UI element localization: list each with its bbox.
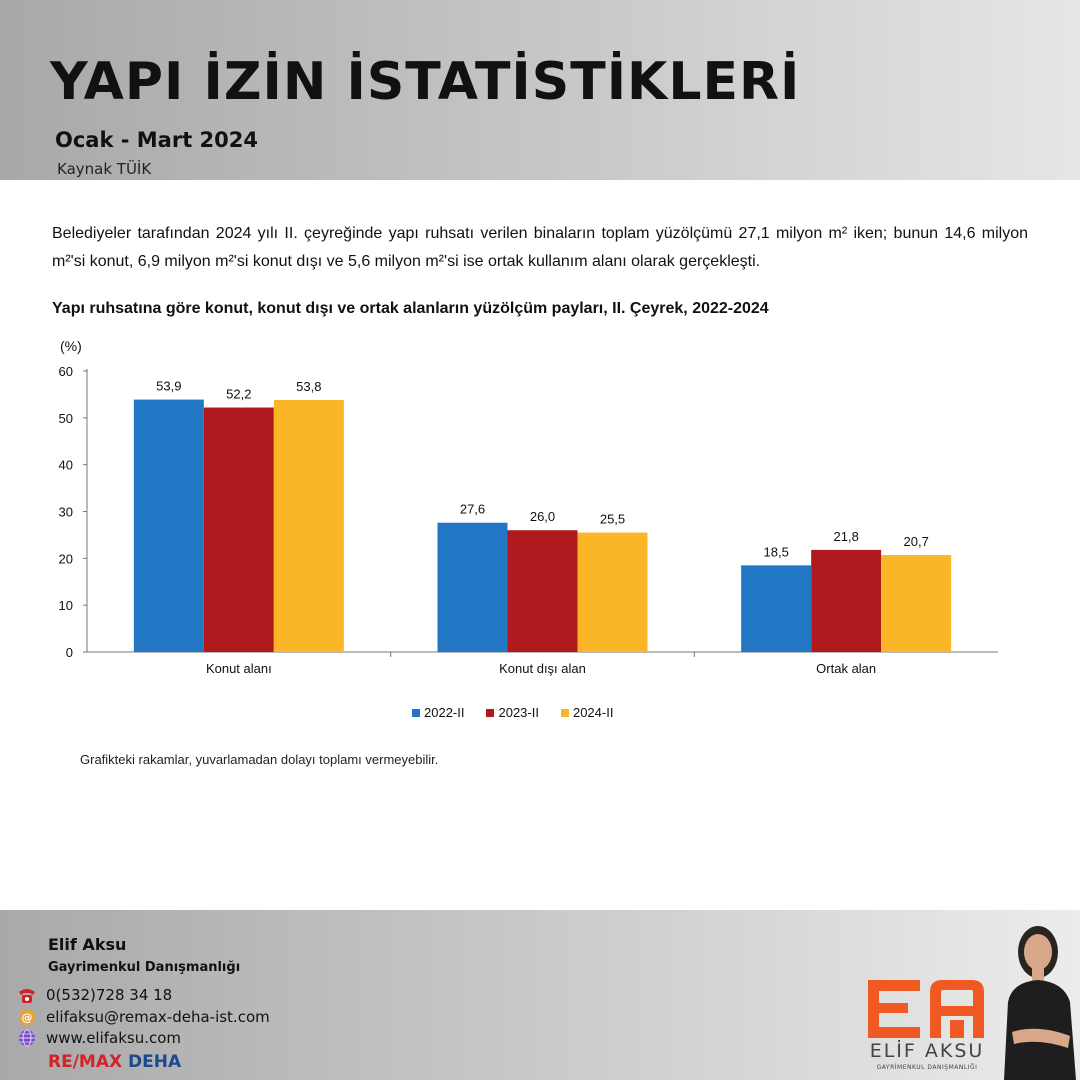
data-label: 20,7 [903,534,929,550]
header-banner [0,0,1080,180]
legend-label: 2024-II [572,705,614,720]
y-tick-label: 10 [58,598,73,614]
x-tick-label: Konut alanı [205,661,272,676]
data-label: 52,2 [226,386,252,402]
y-tick-label: 60 [58,364,73,379]
legend-swatch [486,709,494,717]
bar [508,530,578,652]
data-label: 25,5 [599,511,626,527]
email-icon [16,1007,38,1027]
y-axis-unit: (%) [60,338,82,354]
bar [134,400,204,652]
bar [578,533,648,652]
svg-text:@: @ [21,1011,33,1024]
bar [741,565,811,652]
y-tick-label: 0 [65,645,73,660]
chart-legend [412,705,613,720]
source-label: Kaynak TÜİK [57,160,152,178]
brand-deha: DEHA [128,1052,182,1072]
intro-paragraph: Belediyeler tarafından 2024 yılı II. çeyreğinde yapı ruhsatı verilen binaların toplam yüzölçümü 27,1 milyon m² iken; bunun 14,6 milyon m²'si konut, 6,9 milyon m²'si konut dışı ve 5,6 milyon m²'si ise ortak kullanım alanı olarak gerçekleşti. [52,225,1028,270]
data-label: 53,9 [156,378,182,394]
phone-contact[interactable] [16,985,172,1005]
agent-name: Elif Aksu [48,935,127,954]
agent-role: Gayrimenkul Danışmanlığı [48,960,241,975]
globe-icon [16,1028,38,1048]
legend-swatch [412,709,420,717]
bar [438,523,508,652]
bar-chart [0,355,1080,695]
legend-item [412,705,464,720]
legend-swatch [561,709,569,717]
legend-item [561,705,613,720]
data-label: 27,6 [459,501,486,517]
y-tick-label: 50 [58,410,73,426]
website-url: www.elifaksu.com [46,1029,182,1047]
brand-logo [48,1052,181,1072]
y-tick-label: 30 [58,504,73,520]
page-title: YAPI İZİN İSTATİSTİKLERİ [50,52,801,112]
legend-item [486,705,538,720]
y-tick-label: 20 [58,551,73,567]
brand-remax: RE/MAX [48,1052,123,1072]
ea-monogram-logo [862,978,992,1078]
data-label: 18,5 [763,544,789,560]
phone-number: 0(532)728 34 18 [46,986,173,1004]
logo-wordmark: ELİF AKSU [869,1040,985,1062]
data-label: 53,8 [296,379,322,395]
period-subtitle: Ocak - Mart 2024 [55,128,258,152]
legend-label: 2022-II [424,705,465,720]
bar [204,408,274,652]
phone-icon [16,985,38,1005]
x-tick-label: Ortak alan [816,661,877,676]
email-address: elifaksu@remax-deha-ist.com [46,1008,270,1026]
website-contact[interactable] [16,1028,181,1048]
email-contact[interactable] [16,1007,270,1027]
data-label: 26,0 [529,509,556,525]
bar [881,555,951,652]
data-label: 21,8 [833,528,859,544]
chart-title: Yapı ruhsatına göre konut, konut dışı ve ortak alanların yüzölçüm payları, II. Çeyrek, 2022-2024 [52,300,769,317]
chart-note: Grafikteki rakamlar, yuvarlamadan dolayı toplamı vermeyebilir. [80,752,439,767]
logo-tagline: GAYRİMENKUL DANIŞMANLIĞI [876,1064,978,1071]
x-tick-label: Konut dışı alan [499,661,586,676]
bar [811,550,881,652]
bar [274,400,344,652]
agent-portrait [990,912,1080,1080]
legend-label: 2023-II [498,705,539,720]
y-tick-label: 40 [58,457,73,473]
